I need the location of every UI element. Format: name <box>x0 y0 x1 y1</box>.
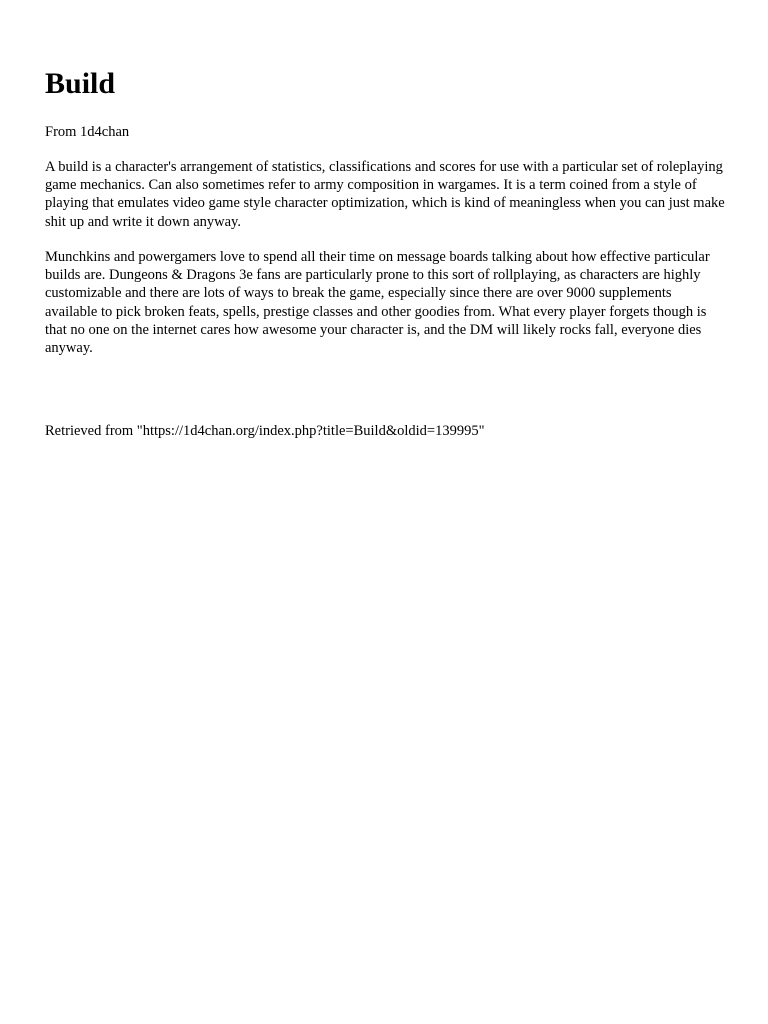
paragraph-intro: A build is a character's arrangement of statistics, classifications and scores for use with a particular set of roleplaying game mechanics. Can also sometimes refer to army composition in wargames. It is a term coined from a style of playing that emulates video game style character optimization, which is kind of meaningless when you can just make shit up and write it down anyway. <box>45 159 725 230</box>
source-line: From 1d4chan <box>45 124 130 140</box>
paragraph-munchkins: Munchkins and powergamers love to spend all their time on message boards talking about how effective particular builds are. Dungeons & Dragons 3e fans are particularly prone to this sort of rollplaying, as characters are highly customizable and there are lots of ways to break the game, especially since there are over 9000 supplements available to pick broken feats, spells, prestige classes and other goodies from. What every player forgets though is that no one on the internet cares how awesome your character is, and the DM will likely rocks fall, everyone dies anyway. <box>45 249 710 357</box>
page-title: Build <box>45 67 116 100</box>
retrieved-from-line: Retrieved from "https://1d4chan.org/index.php?title=Build&oldid=139995" <box>45 423 485 439</box>
